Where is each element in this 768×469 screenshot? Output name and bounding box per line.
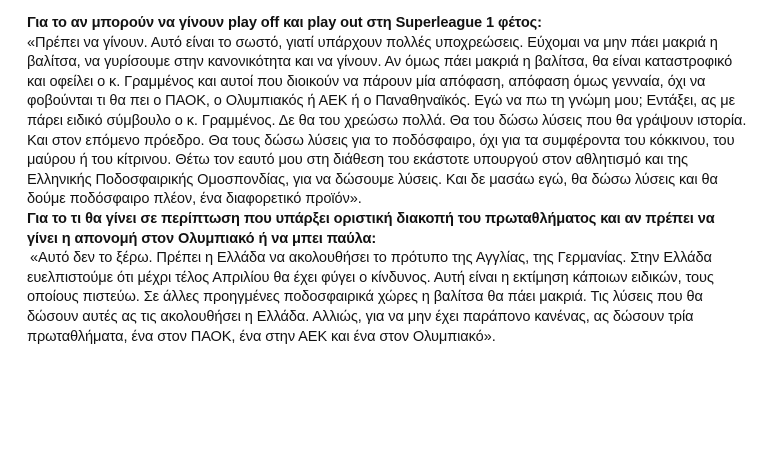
article-body xyxy=(27,14,749,347)
question-heading-championship: Για το τι θα γίνει σε περίπτωση που υπάρξει οριστική διακοπή του πρωταθλήματος και αν πρέπει να γίνει η απονομή στον Ολυμπιακό ή να μπει παύλα: xyxy=(27,210,715,247)
answer-paragraph-championship: «Αυτό δεν το ξέρω. Πρέπει η Ελλάδα να ακολουθήσει το πρότυπο της Αγγλίας, της Γερμανίας. Στην Ελλάδα ευελπιστούμε ότι μέχρι τέλος Απριλίου θα έχει φύγει ο κίνδυνος. Αυτή είναι η εκτίμηση κάποιων ειδικών, τους οποίους πιστεύω. Σε άλλες προηγμένες ποδοσφαιρικά χώρες η βαλίτσα θα πάει μακριά. Τις λύσεις που θα δώσουν αυτές ας τις ακολουθήσει η Ελλάδα. Αλλιώς, για να μην έχει παράπονο κανένας, ας δώσουν τρία πρωταθλήματα, ένα στον ΠΑΟΚ, ένα στην ΑΕΚ και ένα στον Ολυμπιακό». xyxy=(27,250,714,345)
question-heading-playoffs: Για το αν μπορούν να γίνουν play off και play out στη Superleague 1 φέτος: xyxy=(27,15,542,31)
answer-paragraph-playoffs: «Πρέπει να γίνουν. Αυτό είναι το σωστό, γιατί υπάρχουν πολλές υποχρεώσεις. Εύχομαι να μην πάει μακριά η βαλίτσα, να γυρίσουμε στην κανονικότητα και να γίνουν. Αν όμως πάει μακριά η βαλίτσα, θα είναι καταστροφικό και οφείλει ο κ. Γραμμένος και αυτοί που διοικούν να πάρουν μία απόφαση, απόφαση όμως γενναία, όχι να φοβούνται τι θα πει ο ΠΑΟΚ, ο Ολυμπιακός ή ΑΕΚ ή ο Παναθηναϊκός. Εγώ να πω τη γνώμη μου; Εντάξει, ας με πάρει ειδικό σύμβουλο ο κ. Γραμμένος. Δε θα του χρεώσω πολλά. Θα του δώσω λύσεις που θα γράψουν ιστορία. Και στον επόμενο πρόεδρο. Θα τους δώσω λύσεις για το ποδόσφαιρο, όχι για τα συμφέροντα του κόκκινου, του μαύρου ή του κίτρινου. Θέτω τον εαυτό μου στη διάθεση του εκάστοτε υπουργού στον αθλητισμό και της Ελληνικής Ποδοσφαιρικής Ομοσπονδίας, για να δώσουμε λύσεις. Και δε μασάω εγώ, θα δώσω λύσεις και θα δούμε ποδόσφαιρο πλέον, ένα διαφορετικό προϊόν». xyxy=(27,34,747,208)
